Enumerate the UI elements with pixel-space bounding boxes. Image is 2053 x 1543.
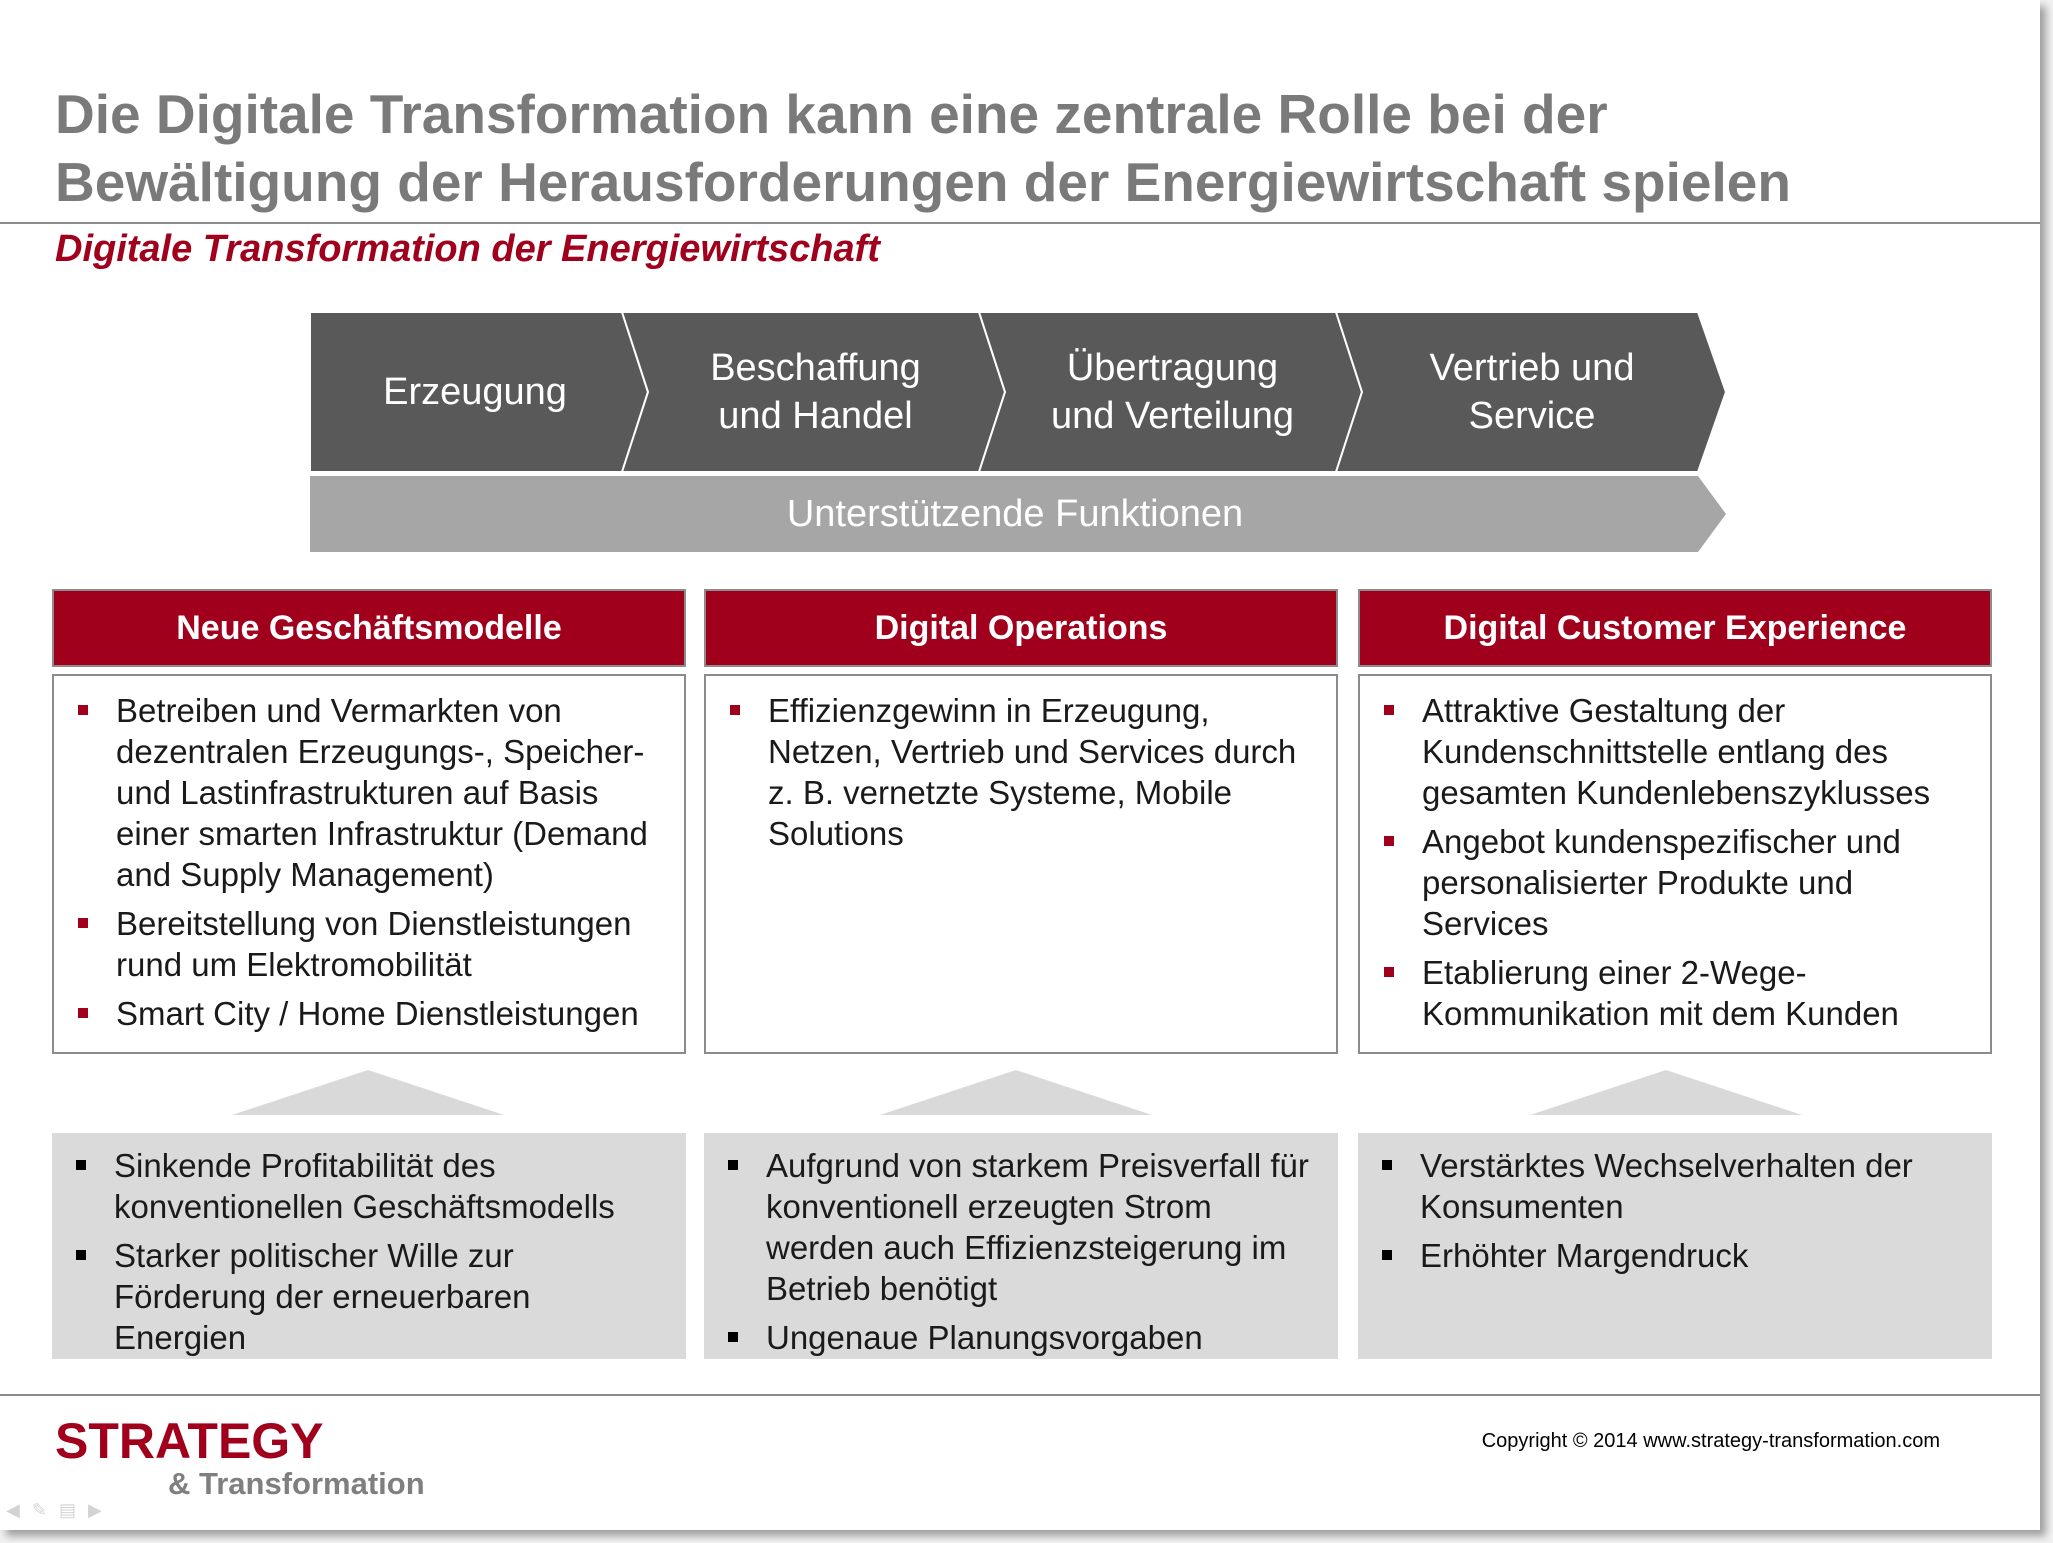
list-item [1380,1145,1972,1227]
stage-label-line1: Übertragung [1066,347,1279,389]
bullet-icon [1384,967,1394,977]
bullet-icon [78,1008,88,1018]
bullet-text: Betreiben und Vermarkten von dezentralen Erzeugungs-, Speicher- und Lastinfrastrukturen auf Basis einer smarten Infrastruktur (Demand and Supply Management) [116,692,648,893]
column-header-digital-customer-experience: Digital Customer Experience [1358,589,1992,667]
list-item [1380,1235,1972,1276]
subtitle: Digitale Transformation der Energiewirtschaft [55,228,880,270]
bullet-icon [728,1332,738,1342]
stage-label-line1: Beschaffung [710,347,921,389]
column-header-neue-geschaeftsmodelle: Neue Geschäftsmodelle [52,589,686,667]
bullet-icon [76,1250,86,1260]
column-header-digital-operations: Digital Operations [704,589,1338,667]
stage-beschaffung [648,312,983,472]
bullet-text: Aufgrund von starkem Preisverfall für konventionell erzeugten Strom werden auch Effizienzsteigerung im Betrieb benötigt [766,1147,1309,1307]
bullet-text: Attraktive Gestaltung der Kundenschnittstelle entlang des gesamten Kundenlebenszyklusses [1422,692,1931,811]
stage-label-line2: und Handel [718,395,913,437]
logo-strategy: STRATEGY [55,1413,324,1469]
column-body-neue-geschaeftsmodelle [52,674,686,1054]
bullet-icon [76,1160,86,1170]
bullet-text: Sinkende Profitabilität des konventionellen Geschäftsmodells [114,1147,615,1225]
list-item [74,1145,666,1227]
list-item [76,690,664,895]
column-drivers-digital-operations [704,1133,1338,1359]
stage-label-line2: und Verteilung [1051,395,1294,437]
bullet-icon [1384,705,1394,715]
column-body-digital-operations [704,674,1338,1054]
slide-nav-controls [6,1500,102,1521]
list-item [1382,952,1970,1034]
bullet-text: Effizienzgewinn in Erzeugung, Netzen, Vertrieb und Services durch z. B. vernetzte Systeme, Mobile Solutions [768,692,1297,852]
list-item [76,993,664,1034]
stage-label: Erzeugung [383,371,567,413]
stage-erzeugung [310,312,640,472]
driver-arrow-1 [232,1070,504,1115]
bullet-icon [728,1160,738,1170]
stage-uebertragung [1005,312,1340,472]
logo-transformation: & Transformation [168,1466,425,1501]
footer-divider [0,1394,2040,1396]
bullet-icon [1384,836,1394,846]
bullet-text: Ungenaue Planungsvorgaben [766,1319,1203,1356]
list-item [728,690,1316,854]
pen-icon[interactable]: ✎ [31,1500,47,1520]
column-drivers-neue-geschaeftsmodelle [52,1133,686,1359]
bullet-text: Verstärktes Wechselverhalten der Konsumenten [1420,1147,1913,1225]
list-item [726,1145,1318,1309]
support-functions-label: Unterstützende Funktionen [786,492,1244,535]
bullet-text: Bereitstellung von Dienstleistungen rund um Elektromobilität [116,905,632,983]
next-arrow-icon[interactable]: ▶ [87,1500,102,1520]
bullet-icon [78,705,88,715]
bullet-text: Smart City / Home Dienstleistungen [116,995,639,1032]
bullet-text: Erhöhter Margendruck [1420,1237,1749,1274]
menu-icon[interactable]: ▤ [58,1500,76,1520]
stage-label-line2: Service [1468,395,1596,437]
prev-arrow-icon[interactable]: ◀ [6,1500,20,1520]
bullet-icon [1382,1160,1392,1170]
list-item [1382,821,1970,944]
driver-arrow-3 [1530,1070,1802,1115]
title-line-1: Die Digitale Transformation kann eine zentrale Rolle bei der [55,83,1608,145]
list-item [1382,690,1970,813]
bullet-icon [78,918,88,928]
column-drivers-digital-customer-experience [1358,1133,1992,1359]
bullet-icon [730,705,740,715]
bullet-text: Etablierung einer 2-Wege-Kommunikation mit dem Kunden [1422,954,1899,1032]
bullet-text: Angebot kundenspezifischer und personalisierter Produkte und Services [1422,823,1901,942]
copyright-text: Copyright © 2014 www.strategy-transformation.com [1481,1430,1940,1452]
stage-label-line1: Vertrieb und [1429,347,1635,389]
driver-arrow-2 [880,1070,1152,1115]
bullet-icon [1382,1250,1392,1260]
column-body-digital-customer-experience [1358,674,1992,1054]
stage-vertrieb [1362,312,1702,472]
list-item [726,1317,1318,1358]
list-item [76,903,664,985]
title-line-2: Bewältigung der Herausforderungen der Energiewirtschaft spielen [55,151,1791,213]
list-item [74,1235,666,1358]
bullet-text: Starker politischer Wille zur Förderung der erneuerbaren Energien [114,1237,531,1356]
